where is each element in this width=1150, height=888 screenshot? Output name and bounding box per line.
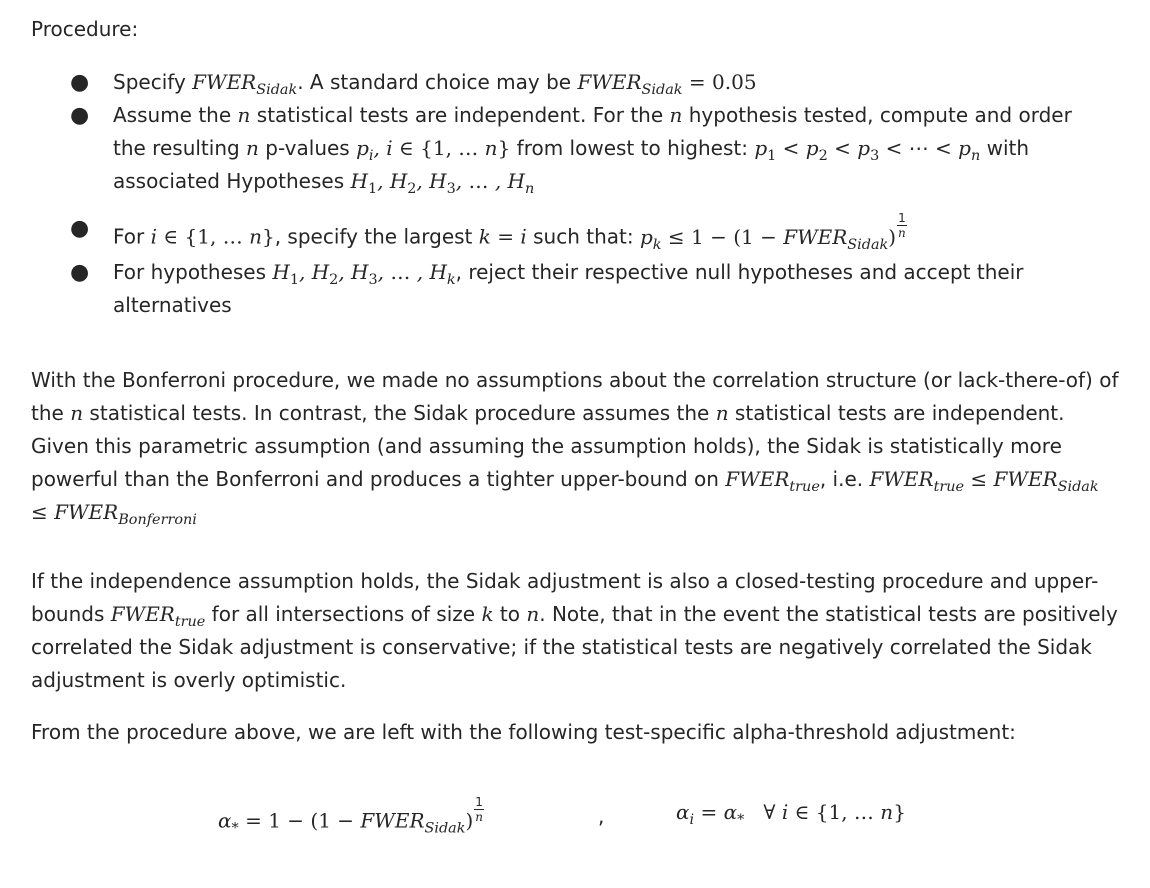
math-fwer-true: $FWER_{true}$ <box>110 602 206 631</box>
math-k: k <box>481 602 494 626</box>
step2-text-3: hypothesis tested, compute and order the resulting <box>113 103 1072 160</box>
step3-text-3: such that: <box>526 224 640 249</box>
math-hypotheses-k: $H_1$, $H_2$, $H_3$, … , $H_k$ <box>272 259 456 288</box>
step4-text-2: , reject their respective null hypotheses and accept their alternatives <box>113 259 1024 317</box>
step-specify-fwer <box>0 66 1150 99</box>
step2-text-2: statistical tests are independent. For the <box>250 103 670 127</box>
procedure-heading: Procedure: <box>31 17 139 41</box>
step4-text: For hypotheses <box>113 259 273 284</box>
step2-text: Assume the <box>113 103 238 127</box>
step-assume-independence <box>0 99 1150 198</box>
math-p-i: $p_i$, i <box>356 136 393 165</box>
step3-text: For <box>113 224 151 249</box>
math-n: n <box>70 401 84 425</box>
math-n: n <box>715 401 729 425</box>
bullet-marker: ● <box>70 103 90 128</box>
math-equals-value: = 0.05 <box>682 70 757 94</box>
step2-text-4: p-values <box>258 136 357 160</box>
math-p-ordering: $p_1 < p_2 < p_3$ < ⋯ < $p_n$ <box>754 136 981 165</box>
step1-text-2: . A standard choice may be <box>297 70 578 94</box>
step2-text-6: with associated Hypotheses <box>113 136 1030 193</box>
math-hypotheses-n: $H_1$, $H_2$, $H_3$, … , $H_n$ <box>350 169 535 198</box>
step3-text-2: , specify the largest <box>274 224 479 249</box>
math-exponent-fraction: $\frac{1}{n}$ <box>475 795 483 824</box>
math-fwer-sidak: $FWER_{Sidak}$ <box>192 70 298 99</box>
math-n: n <box>237 103 251 127</box>
equation-separator: , <box>598 804 605 828</box>
bullet-marker: ● <box>70 216 90 241</box>
math-fwer-true: $FWER_{true}$ <box>725 467 820 496</box>
alpha-star-equation: $\alpha_* = 1 - (1$ − $FWER_{Sidak}$) $\frac{1}{n}$ <box>218 795 483 837</box>
math-exponent-fraction: $\frac{1}{n}$ <box>898 211 906 240</box>
math-n: n <box>526 602 540 626</box>
math-fwer-inequality: $FWER_{true}$ ≤ $FWER_{Sidak}$ ≤ $FWER_{Bonferroni}$ <box>31 467 1099 529</box>
procedure-steps-list <box>0 66 1150 322</box>
math-i: i <box>150 224 158 249</box>
alpha-i-equation: $\alpha_i = \alpha_*$ ∀ i ∈ {1, … n} <box>676 800 906 829</box>
math-index-set: ∈ {1, … n} <box>163 224 275 249</box>
math-sidak-condition: $p_k \le 1 - (1$ − $FWER_{Sidak}$) $\frac{1}{n}$ <box>639 211 906 253</box>
bullet-marker: ● <box>70 70 90 95</box>
alpha-threshold-paragraph: From the procedure above, we are left with the following test-specific alpha-threshold adjustment: <box>31 720 1016 744</box>
bullet-marker: ● <box>70 259 90 285</box>
step2-text-5: from lowest to highest: <box>510 136 755 160</box>
step-reject-hypotheses <box>0 256 1150 322</box>
math-k-equals-i: k = i <box>478 224 527 249</box>
math-n: n <box>669 103 683 127</box>
math-index-set: ∈ {1, … n} <box>398 136 511 160</box>
independence-assumption-paragraph: If the independence assumption holds, the Sidak adjustment is also a closed-testing procedure and upper-bounds $FWER_{true}$ for all intersections of size k to n. Note, that in the event the statistical tests are positively correlated the Sidak adjustment is conservative; if the statistical tests are negatively correlated the Sidak adjustment is overly optimistic. <box>31 569 1118 692</box>
bonferroni-comparison-paragraph: With the Bonferroni procedure, we made no assumptions about the correlation structure (or lack-there-of) of the n statistical tests. In contrast, the Sidak procedure assumes the n statistical tests are independent. Given this parametric assumption (and assuming the assumption holds), the Sidak is statistically more powerful than the Bonferroni and produces a tighter upper-bound on $FWER_{true}$, i.e. $FWER_{true}$ ≤ $FWER_{Sidak}$ ≤ $FWER_{Bonferroni}$ <box>31 368 1119 529</box>
math-fwer-sidak-eq: $FWER_{Sidak}$ <box>577 70 683 99</box>
step-find-largest-k <box>0 212 1150 254</box>
math-n: n <box>246 136 259 160</box>
step1-text: Specify <box>113 70 193 94</box>
